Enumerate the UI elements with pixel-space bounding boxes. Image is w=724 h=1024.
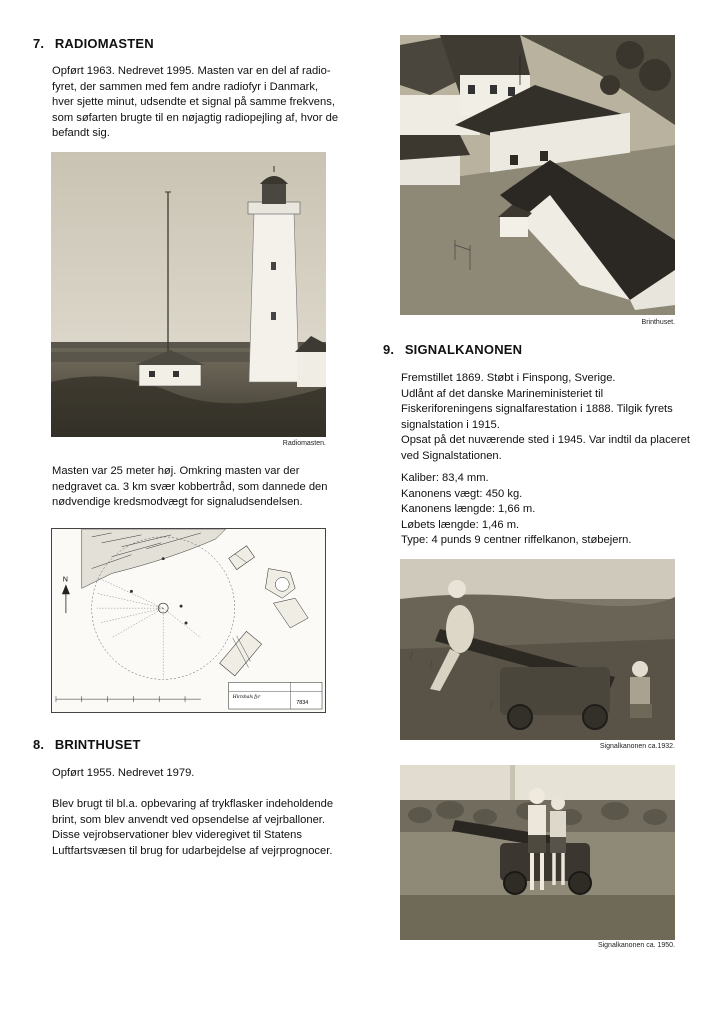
brinthuset-caption: Brinthuset. [641, 319, 675, 326]
section-number: 9. [383, 342, 395, 357]
section-heading-signalkanonen [383, 342, 522, 357]
signalkanonen-photo-1950 [400, 765, 675, 940]
signalkanonen-history [401, 371, 691, 464]
spec-line: Kanonens vægt: 450 kg. [401, 487, 523, 500]
site-plan-drawing [51, 528, 326, 713]
title-block-number: 7834 [296, 700, 309, 707]
brinthuset-photo [400, 35, 675, 315]
section-title: BRINTHUSET [54, 737, 141, 752]
section-number: 8. [33, 737, 45, 752]
radiomasten-photo [51, 152, 326, 437]
title-block-name: Hirtshals fyr [232, 694, 261, 701]
spec-line: Kanonens længde: 1,66 m. [401, 503, 536, 515]
history-line: Fremstillet 1869. Støbt i Finspong, Sverige. [401, 372, 616, 384]
spec-line: Type: 4 punds 9 centner riffelkanon, støbejern. [401, 534, 632, 546]
brinthuset-body: Blev brugt til bl.a. opbevaring af trykflasker indeholdende brint, som blev anvendt ved opsendelse af vejrballoner. Disse vejrobservationer blev videregivet til Statens Luftfartsvæsen til brug for udarbejdelse af vejrprognocer. [52, 798, 334, 857]
history-line: Udlånt af det danske Marineministeriet til Fiskeriforeningens signalfarestation i 1888. Tilgik fyrets signalstation i 1915. [401, 387, 673, 431]
radiomasten-intro: Opført 1963. Nedrevet 1995. Masten var en del af radio-fyret, der sammen med fem andre radiofyr i Danmark, hver sjette minut, udsendte et signal på samme frekvens, som søfarten brugte til en nøjagtig radiopejling af, hvor de befandt sig. [52, 65, 339, 139]
signalkanonen-specs [401, 471, 691, 549]
section-heading-radiomasten [33, 36, 154, 51]
section-number: 7. [33, 36, 45, 51]
section-heading-brinthuset [33, 737, 141, 752]
brinthuset-intro: Opført 1955. Nedrevet 1979. [52, 767, 195, 779]
spec-line: Kaliber: 83,4 mm. [401, 472, 489, 484]
radiomasten-body: Masten var 25 meter høj. Omkring masten var der nedgravet ca. 3 km svær kobbertråd, som dannede den nødvendige kredsmodvægt for signaludsendelsen. [52, 465, 328, 508]
north-label: N [62, 576, 68, 584]
section-title: RADIOMASTEN [54, 36, 154, 51]
radiomasten-caption: Radiomasten. [282, 440, 326, 447]
section-title: SIGNALKANONEN [404, 342, 523, 357]
signalkanonen-caption-1950: Signalkanonen ca. 1950. [597, 942, 675, 949]
signalkanonen-caption-1932: Signalkanonen ca.1932. [599, 743, 675, 750]
spec-line: Løbets længde: 1,46 m. [401, 518, 520, 531]
history-line: Opsat på det nuværende sted i 1945. Var indtil da placeret ved Signalstationen. [401, 434, 690, 462]
signalkanonen-photo-1932 [400, 559, 675, 740]
